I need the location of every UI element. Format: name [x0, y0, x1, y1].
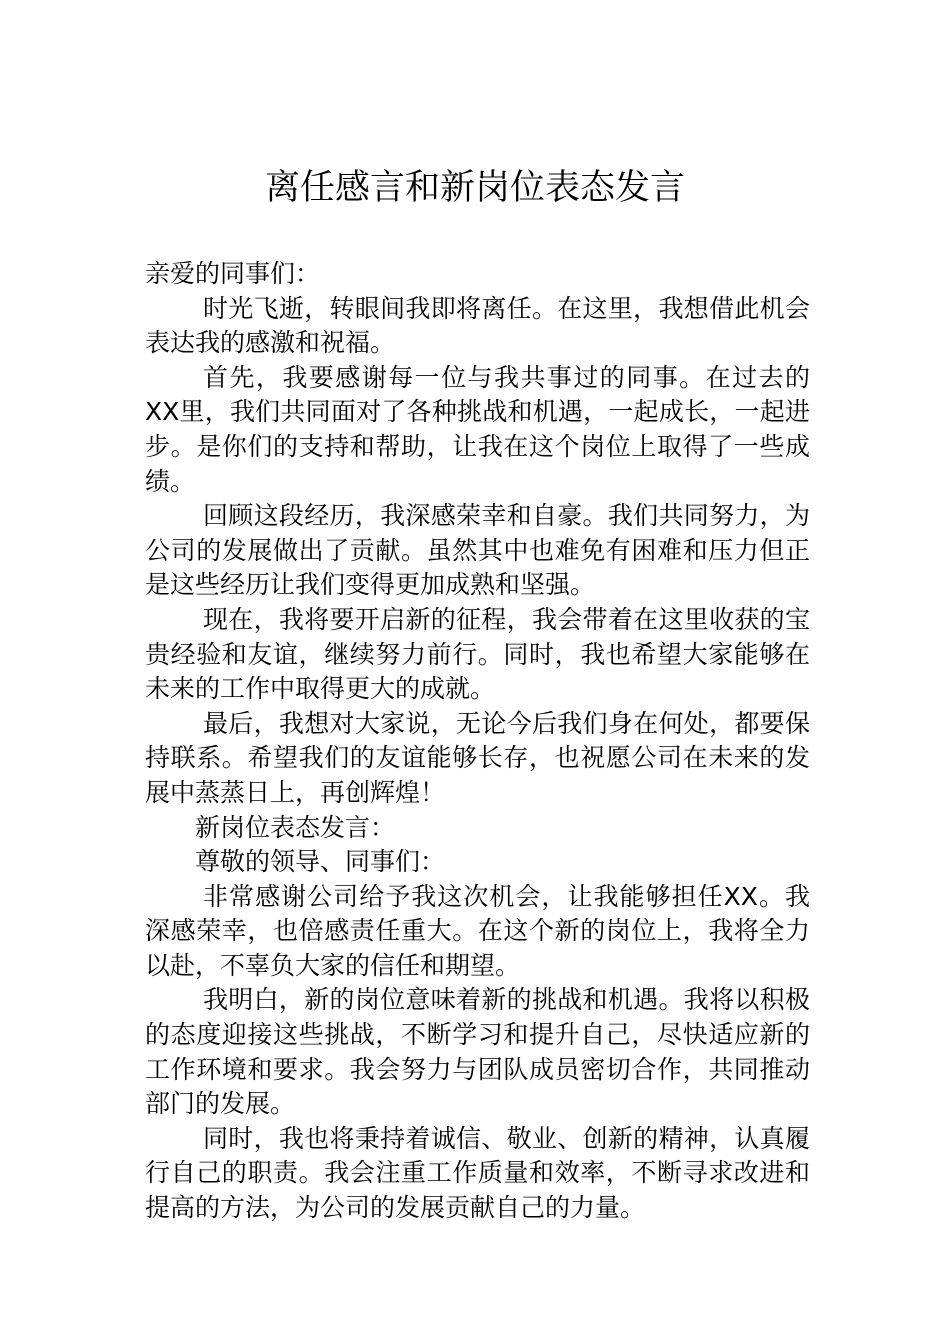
- salutation: 亲爱的同事们：: [145, 259, 321, 288]
- paragraph-4: 现在，我将要开启新的征程，我会带着在这里收获的宝贵经验和友谊，继续努力前行。同时，我也希望大家能够在未来的工作中取得更大的成就。: [145, 604, 810, 704]
- paragraph-1: 时光飞逝，转眼间我即将离任。在这里，我想借此机会表达我的感激和祝福。: [145, 293, 810, 358]
- new-paragraph-2: 我明白，新的岗位意味着新的挑战和机遇。我将以积极的态度迎接这些挑战，不断学习和提升自己，尽快适应新的工作环境和要求。我会努力与团队成员密切合作，共同推动部门的发展。: [145, 985, 810, 1119]
- document-body: [145, 257, 810, 1226]
- new-paragraph-1: 非常感谢公司给予我这次机会，让我能够担任XX。我深感荣幸，也倍感责任重大。在这个新的岗位上，我将全力以赴，不辜负大家的信任和期望。: [145, 881, 810, 980]
- new-section-salutation: 尊敬的领导、同事们：: [195, 847, 446, 877]
- document-title: 离任感言和新岗位表态发言: [264, 168, 685, 208]
- paragraph-5: 最后，我想对大家说，无论今后我们身在何处，都要保持联系。希望我们的友谊能够长存，也祝愿公司在未来的发展中蒸蒸日上，再创辉煌！: [145, 708, 810, 807]
- new-section-heading: 新岗位表态发言：: [195, 812, 396, 842]
- new-paragraph-3: 同时，我也将秉持着诚信、敬业、创新的精神，认真履行自己的职责。我会注重工作质量和效率，不断寻求改进和提高的方法，为公司的发展贡献自己的力量。: [145, 1123, 810, 1223]
- paragraph-2: 首先，我要感谢每一位与我共事过的同事。在过去的XX里，我们共同面对了各种挑战和机遇，一起成长，一起进步。是你们的支持和帮助，让我在这个岗位上取得了一些成绩。: [145, 362, 810, 496]
- paragraph-3: 回顾这段经历，我深感荣幸和自豪。我们共同努力，为公司的发展做出了贡献。虽然其中也难免有困难和压力但正是这些经历让我们变得更加成熟和坚强。: [145, 501, 810, 600]
